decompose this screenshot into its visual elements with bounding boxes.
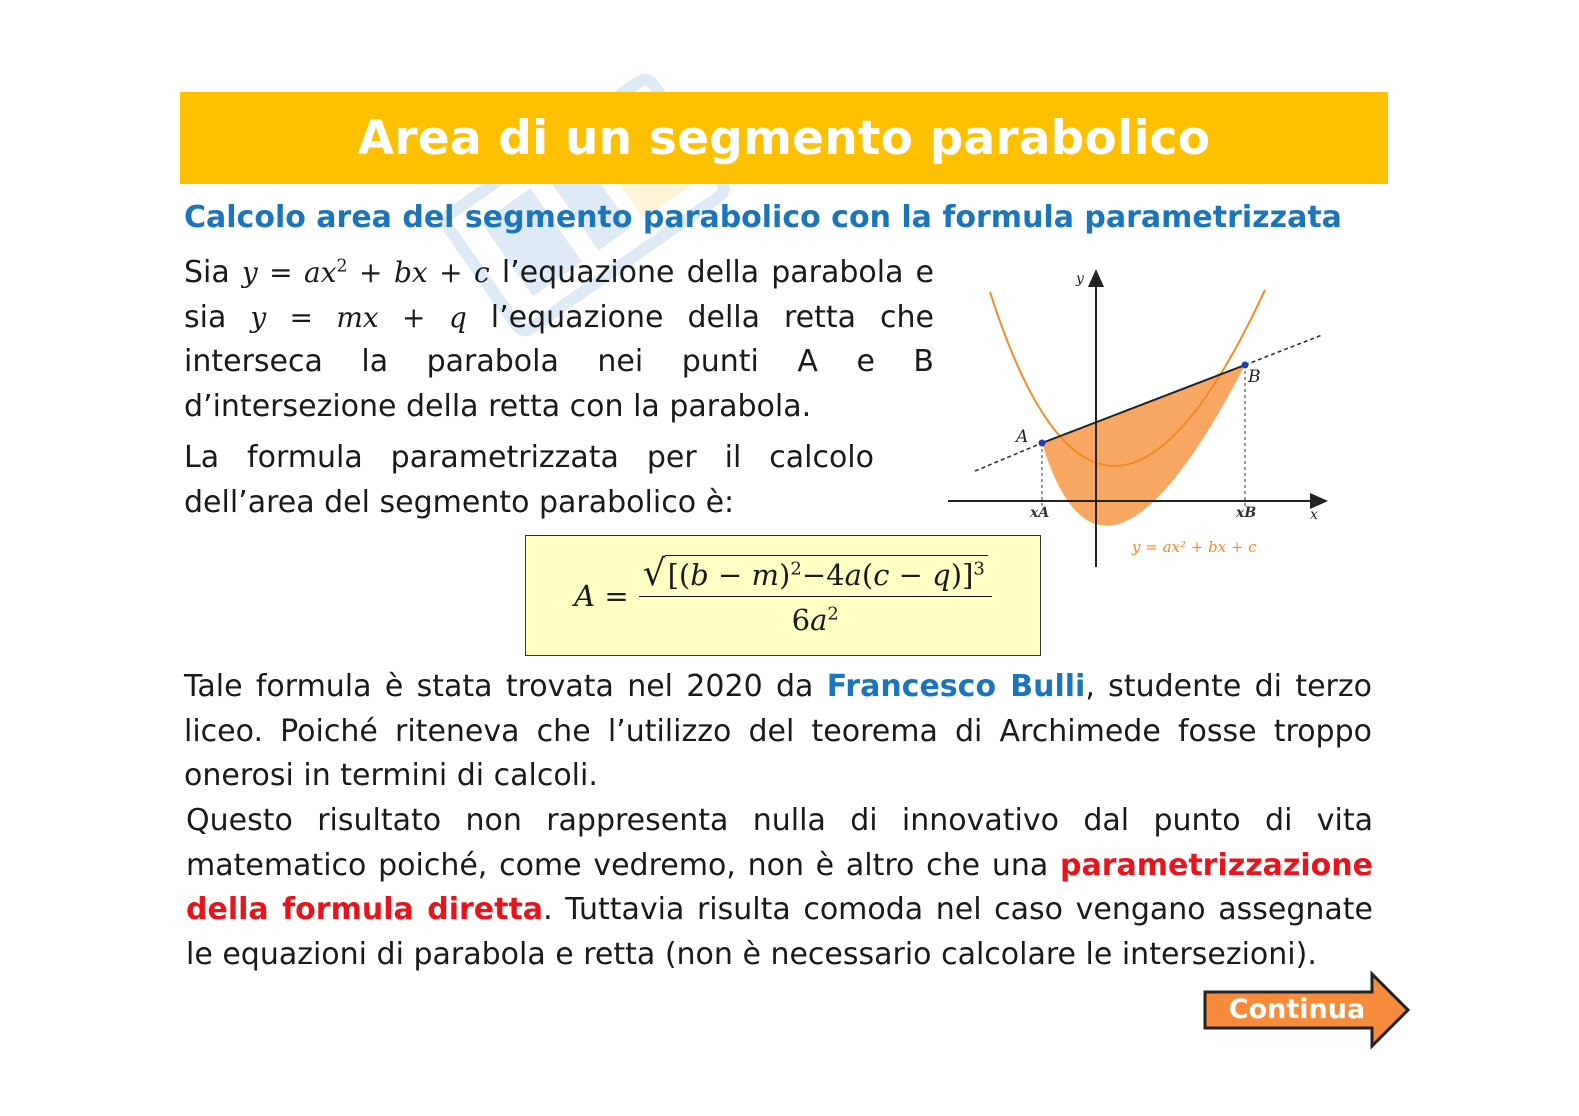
line-equation: y = mx + q	[250, 300, 467, 334]
author-name: Francesco Bulli	[826, 669, 1086, 704]
intro-text-3: l’equazione della retta che interseca la parabola nei punti A e B d’intersezione della retta con la parabola.	[184, 299, 934, 424]
sqrt-symbol: √	[642, 552, 666, 594]
page-title: Area di un segmento parabolico	[357, 110, 1211, 166]
point-a	[1039, 440, 1046, 447]
label-x-axis: x	[1310, 507, 1318, 523]
formula-denominator: $6a^2$	[791, 602, 839, 637]
label-y-axis: y	[1076, 271, 1084, 287]
parabola-graph	[940, 255, 1340, 575]
section-subtitle: Calcolo area del segmento parabolico con la formula parametrizzata	[184, 200, 1342, 235]
line-dashed-left	[975, 443, 1042, 471]
intro-text-1: Sia	[184, 255, 230, 290]
label-point-b: B	[1248, 367, 1261, 387]
history-text-1: Tale formula è stata trovata nel 2020 da	[184, 669, 814, 704]
formula-intro-paragraph: La formula parametrizzata per il calcolo dell’area del segmento parabolico è:	[184, 440, 874, 520]
continue-button[interactable]	[1202, 970, 1412, 1050]
parabola-equation: $y = ax^2$ + bx + c	[241, 256, 490, 289]
conclusion-text-2: . Tuttavia risulta comoda nel caso vengano assegnate le equazioni di parabola e retta (non è necessario calcolare le intersezioni).	[186, 892, 1373, 972]
title-bar	[180, 92, 1388, 184]
intro-text-2: l’equazione della parabola e sia	[184, 255, 935, 335]
label-xb: xB	[1236, 505, 1257, 521]
formula-numerator: √ $[(b - m)^2-4a(c - q)]^3$	[639, 555, 992, 596]
label-xa: xA	[1030, 505, 1050, 521]
intro-paragraph	[184, 251, 934, 429]
history-text-2: , studente di terzo liceo. Poiché riteneva che l’utilizzo del teorema di Archimede fosse troppo onerosi in termini di calcoli.	[184, 669, 1372, 793]
line-dashed-right	[1245, 335, 1322, 365]
conclusion-paragraph	[186, 799, 1373, 977]
label-parabola-equation: y = ax² + bx + c	[1132, 538, 1257, 556]
continue-button-label: Continua	[1228, 994, 1366, 1025]
conclusion-text-1: Questo risultato non rappresenta nulla di innovativo dal punto di vita matematico poiché, come vedremo, non è altro che una	[186, 803, 1373, 883]
conclusion-highlight: parametrizzazione della formula diretta	[186, 847, 1373, 927]
formula-fraction	[639, 552, 992, 637]
history-paragraph	[184, 665, 1372, 799]
formula-lhs: A =	[574, 578, 629, 613]
label-point-a: A	[1016, 427, 1029, 447]
